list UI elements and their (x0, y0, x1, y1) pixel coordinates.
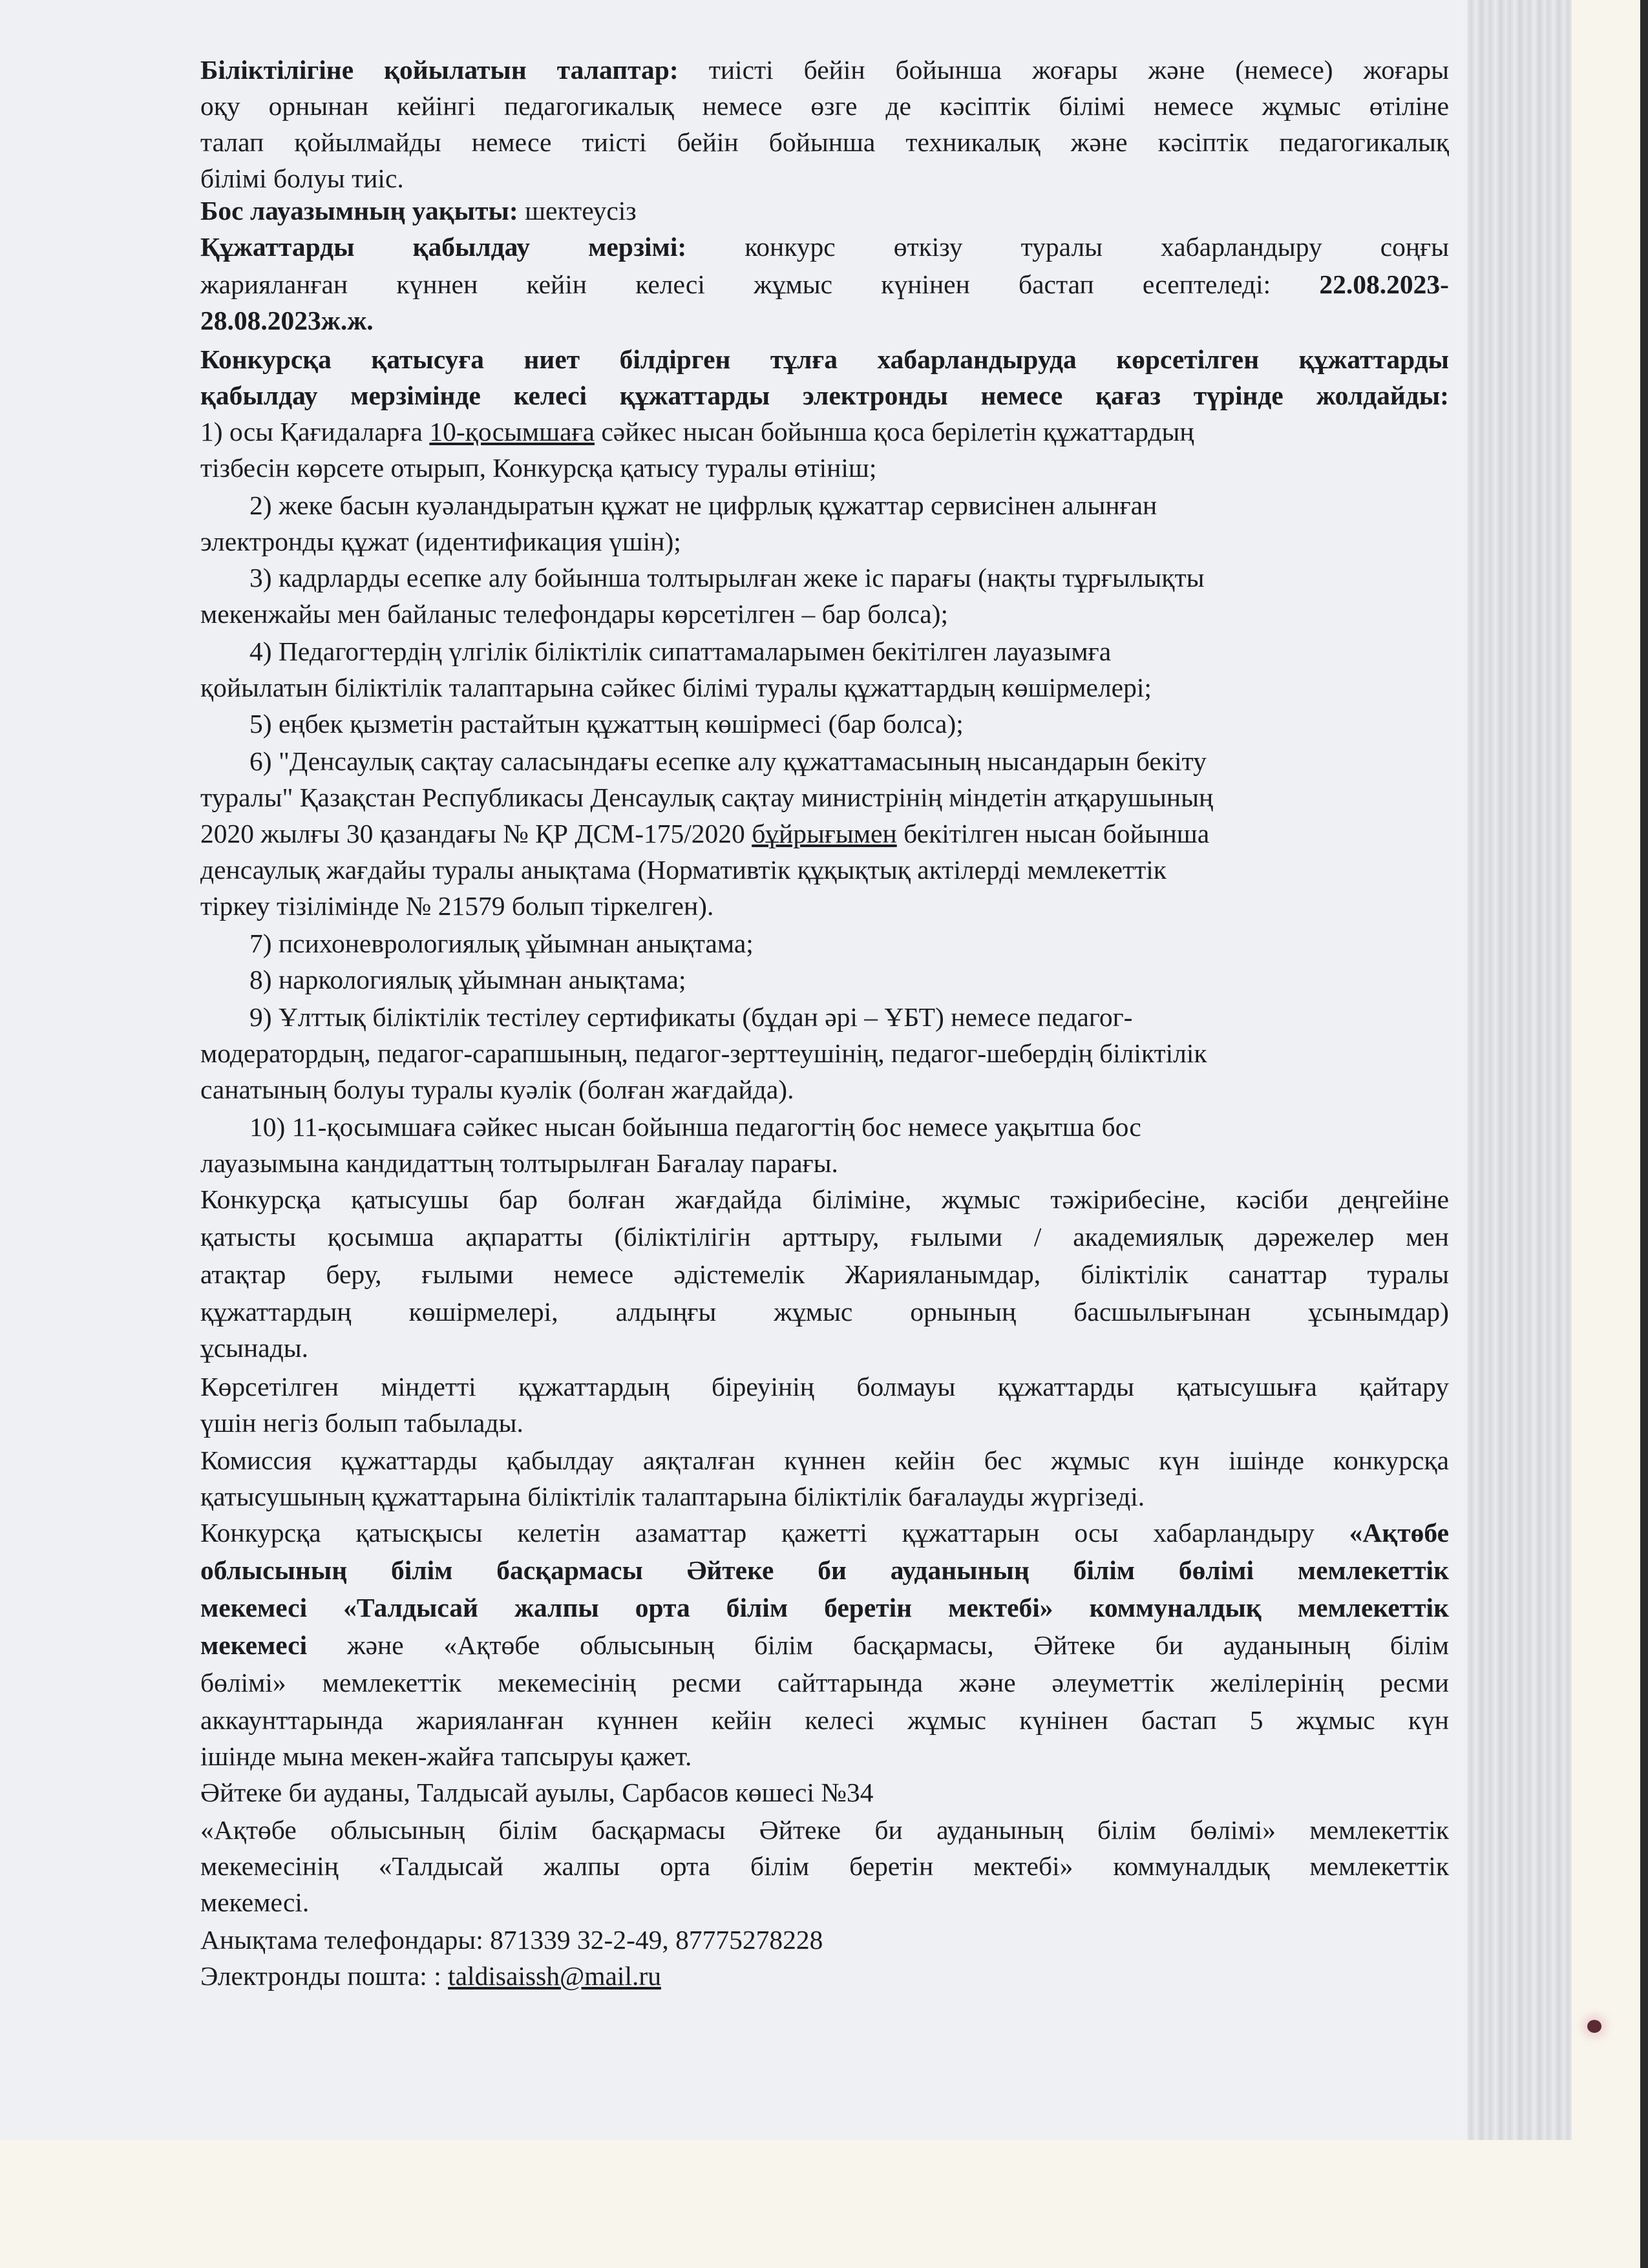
text-line: мекемесі. (200, 1887, 310, 1917)
list-item: 7) психоневрологиялық ұйымнан анықтама; (249, 929, 754, 958)
text-line: тіркеу тізілімінде № 21579 болып тіркелген). (200, 891, 714, 921)
text-line: санатының болуы туралы куәлік (болған жағдайда). (200, 1075, 794, 1104)
text-line: қатысты қосымша ақпаратты (біліктілігін арттыру, ғылыми / академиялық дәрежелер мен (200, 1222, 1449, 1252)
text-span: мекемесі «Талдысай жалпы орта білім беретін мектебі» коммуналдық мемлекеттік (200, 1593, 1449, 1622)
text-line: құжаттардың көшірмелері, алдыңғы жұмыс орнының басшылығынан ұсынымдар) (200, 1297, 1449, 1327)
text-span: сәйкес нысан бойынша қоса берілетін құжаттардың (595, 417, 1194, 446)
vacancy-term-line (200, 194, 1449, 227)
list-item: 9) Ұлттық біліктілік тестілеу сертификаты (бұдан әрі – ҰБТ) немесе педагог- (249, 1002, 1133, 1032)
text-line: аккаунттарында жарияланған күннен кейін келесі жұмыс күнінен бастап 5 жұмыс күн (200, 1705, 1449, 1735)
text-line (200, 304, 1449, 337)
text-line: «Ақтөбе облысының білім басқармасы Әйтеке би ауданының білім бөлімі» мемлекеттік (200, 1815, 1449, 1845)
text-line: тізбесін көрсете отырып, Конкурсқа қатысу туралы өтініш; (200, 453, 877, 483)
text-line: мекенжайы мен байланыс телефондары көрсетілген – бар болса); (200, 599, 948, 629)
text-span: және «Ақтөбе облысының білім басқармасы, Әйтеке би ауданының білім (307, 1630, 1449, 1660)
text-line: атақтар беру, ғылыми немесе әдістемелік Жарияланымдар, біліктілік санаттар туралы (200, 1259, 1449, 1289)
text-span: облысының білім басқармасы Әйтеке би ауданының білім бөлімі мемлекеттік (200, 1555, 1449, 1585)
phones-line (200, 1923, 1449, 1957)
text-span: конкурс өткізу туралы хабарландыру соңғы (745, 232, 1449, 262)
list-item: 6) "Денсаулық сақтау саласындағы есепке алу құжаттамасының нысандарын бекіту (249, 746, 1207, 776)
text-span: мекемесі (200, 1630, 308, 1660)
phones-label: Анықтама телефондары: (200, 1925, 483, 1955)
scan-edge (1640, 0, 1648, 2268)
text-line: Конкурсқа қатысушы бар болған жағдайда біліміне, жұмыс тәжірибесіне, кәсіби деңгейіне (200, 1184, 1449, 1214)
text-line: Көрсетілген міндетті құжаттардың біреуінің болмауы құжаттарды қатысушыға қайтару (200, 1372, 1449, 1402)
text-span: 1) осы Қағидаларға (200, 417, 430, 446)
date-start: 22.08.2023- (1319, 269, 1449, 299)
list-item: 3) кадрларды есепке алу бойынша толтырылған жеке іс парағы (нақты тұрғылықты (249, 563, 1205, 593)
list-item (200, 415, 1449, 448)
text-line: оқу орнынан кейінгі педагогикалық немесе өзге де кәсіптік білімі немесе жұмыс өтіліне (200, 91, 1449, 121)
text-line: модератордың, педагог-сарапшының, педагог-зерттеушінің, педагог-шебердің біліктілік (200, 1038, 1207, 1068)
list-item: 5) еңбек қызметін растайтын құжаттың көшірмесі (бар болса); (249, 709, 964, 739)
list-item: 8) наркологиялық ұйымнан анықтама; (249, 965, 686, 994)
text-span: бекітілген нысан бойынша (896, 819, 1210, 848)
acceptance-label: Құжаттарды қабылдау мерзімі: (200, 232, 687, 262)
text-line: ішінде мына мекен-жайға тапсыруы қажет. (200, 1741, 692, 1771)
acceptance-line (200, 230, 1449, 264)
text-line: талап қойылмайды немесе тиісті бейін бойынша техникалық және кәсіптік педагогикалық (200, 127, 1449, 157)
vacancy-term-value: шектеусіз (525, 196, 637, 226)
text-line: қойылатын біліктілік талаптарына сәйкес білімі туралы құжаттардың көшірмелері; (200, 673, 1152, 702)
text-line: Комиссия құжаттарды қабылдау аяқталған күннен кейін бес жұмыс күн ішінде конкурсқа (200, 1445, 1449, 1475)
text-line: ұсынады. (200, 1333, 309, 1363)
text-span: тиісті бейін бойынша жоғары және (немесе) жоғары (708, 55, 1450, 85)
order-link[interactable]: бұйрығымен (752, 819, 897, 848)
list-item: 10) 11-қосымшаға сәйкес нысан бойынша педагогтің бос немесе уақытша бос (249, 1112, 1141, 1142)
text-span: қабылдау мерзімінде келесі құжаттарды электронды немесе қағаз түрінде жолдайды: (200, 381, 1449, 410)
ink-stain (1587, 2020, 1601, 2033)
intro-line (200, 379, 1449, 412)
scan-streaks (1467, 0, 1572, 2140)
acceptance-line (200, 268, 1449, 301)
annex-10-link[interactable]: 10-қосымшаға (429, 417, 595, 446)
list-item: 4) Педагогтердің үлгілік біліктілік сипаттамаларымен бекітілген лауазымға (249, 636, 1112, 666)
vacancy-term-label: Бос лауазымның уақыты: (200, 196, 518, 226)
text-line: білімі болуы тиіс. (200, 163, 404, 193)
submission-line (200, 1553, 1449, 1587)
requirements-label: Біліктілігіне қойылатын талаптар: (200, 55, 679, 85)
submission-line (200, 1628, 1449, 1662)
text-span: Конкурсқа қатысуға ниет білдірген тұлға хабарландыруда көрсетілген құжаттарды (200, 344, 1449, 374)
email-line (200, 1959, 1449, 1993)
text-line: электронды құжат (идентификация үшін); (200, 527, 681, 556)
text-line (200, 817, 1449, 850)
text-line: бөлімі» мемлекеттік мекемесінің ресми сайттарында және әлеуметтік желілерінің ресми (200, 1668, 1449, 1697)
phone-numbers: 871339 32-2-49, 87775278228 (483, 1925, 823, 1955)
submission-line (200, 1591, 1449, 1624)
text-span: «Ақтөбе (1349, 1518, 1449, 1548)
date-end: 28.08.2023ж.ж. (200, 306, 374, 335)
text-span: жарияланған күннен кейін келесі жұмыс күнінен бастап есептеледі: (200, 269, 1271, 299)
requirements-line (200, 53, 1449, 87)
text-line: денсаулық жағдайы туралы анықтама (Нормативтік құқықтық актілерді мемлекеттік (200, 855, 1167, 885)
address-line: Әйтеке би ауданы, Талдысай ауылы, Сарбасов көшесі №34 (200, 1778, 874, 1807)
email-label: Электронды пошта: : (200, 1961, 449, 1991)
text-span: Конкурсқа қатысқысы келетін азаматтар қажетті құжаттарын осы хабарландыру (200, 1518, 1349, 1548)
text-line: үшін негіз болып табылады. (200, 1408, 523, 1438)
intro-line (200, 342, 1449, 376)
text-line: туралы" Қазақстан Республикасы Денсаулық сақтау министрінің міндетін атқарушының (200, 782, 1214, 812)
email-link[interactable]: taldisaissh@mail.ru (448, 1961, 661, 1991)
text-span: 2020 жылғы 30 қазандағы № ҚР ДСМ-175/2020 (200, 819, 752, 848)
submission-line (200, 1516, 1449, 1549)
text-line: лауазымына кандидаттың толтырылған Бағалау парағы. (200, 1148, 838, 1178)
list-item: 2) жеке басын куәландыратын құжат не цифрлық құжаттар сервисінен алынған (249, 490, 1157, 520)
text-line: мекемесінің «Талдысай жалпы орта білім беретін мектебі» коммуналдық мемлекеттік (200, 1851, 1449, 1881)
text-line: қатысушының құжаттарына біліктілік талаптарына біліктілік бағалауды жүргізеді. (200, 1482, 1145, 1511)
